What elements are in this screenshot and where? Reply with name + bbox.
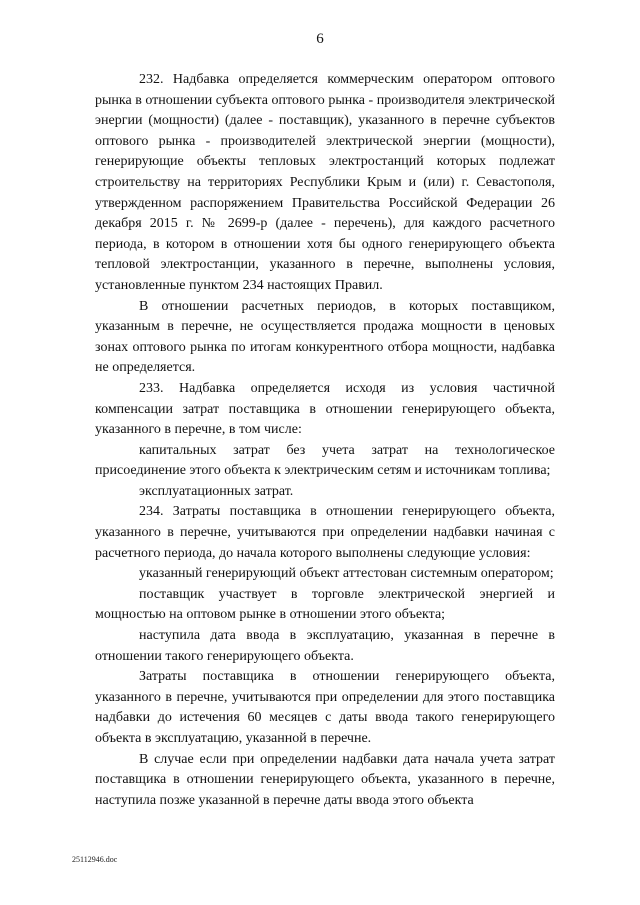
- paragraph-condition-trading: поставщик участвует в торговле электрической энергией и мощностью на оптовом рынке в отношении этого объекта;: [95, 586, 555, 623]
- paragraph-no-sale-periods: В отношении расчетных периодов, в которых поставщиком, указанным в перечне, не осуществляется продажа мощности в ценовых зонах оптового рынка по итогам конкурентного отбора мощности, надбавка не определяется.: [95, 298, 555, 376]
- paragraph-234: 234. Затраты поставщика в отношении генерирующего объекта, указанного в перечне, учитываются при определении надбавки начиная с расчетного периода, до начала которого выполнены следующие условия:: [95, 504, 555, 561]
- paragraph-late-start: В случае если при определении надбавки дата начала учета затрат поставщика в отношении генерирующего объекта, указанного в перечне, наступила позже указанной в перечне даты ввода этого объекта: [95, 751, 555, 808]
- paragraph-condition-certified: указанный генерирующий объект аттестован системным оператором;: [139, 566, 554, 582]
- paragraph-233: 233. Надбавка определяется исходя из условия частичной компенсации затрат поставщика в отношении генерирующего объекта, указанного в перечне, в том числе:: [95, 380, 555, 438]
- paragraph-condition-commissioning: наступила дата ввода в эксплуатацию, указанная в перечне в отношении такого генерирующего объекта.: [95, 628, 555, 664]
- paragraph-operating-costs: эксплуатационных затрат.: [139, 483, 294, 499]
- document-body: [95, 70, 555, 811]
- footer-filename: 25112946.doc: [72, 855, 118, 864]
- page-number: 6: [316, 31, 324, 47]
- paragraph-60-months: Затраты поставщика в отношении генерирующего объекта, указанного в перечне, учитываются при определении для этого поставщика надбавки до истечения 60 месяцев с даты ввода такого генерирующего объекта в эксплуатацию, указанной в перечне.: [95, 669, 555, 746]
- paragraph-232: 232. Надбавка определяется коммерческим оператором оптового рынка в отношении субъекта оптового рынка - производителя электрической энергии (мощности) (далее - поставщик), указанного в перечне субъектов оптового рынка - производителей электрической энергии (мощности), генерирующие объекты тепловых электростанций которых подлежат строительству на территориях Республики Крым и (или) г. Севастополя, утвержденном распоряжением Правительства Российской Федерации 26 декабря 2015 г. № 2699-р (далее - перечень), для каждого расчетного периода, в котором в отношении хотя бы одного генерирующего объекта тепловой электростанции, указанного в перечне, выполнены условия, установленные пунктом 234 настоящих Правил.: [95, 72, 555, 293]
- paragraph-capital-costs: капитальных затрат без учета затрат на технологическое присоединение этого объекта к электрическим сетям и источникам топлива;: [95, 442, 555, 479]
